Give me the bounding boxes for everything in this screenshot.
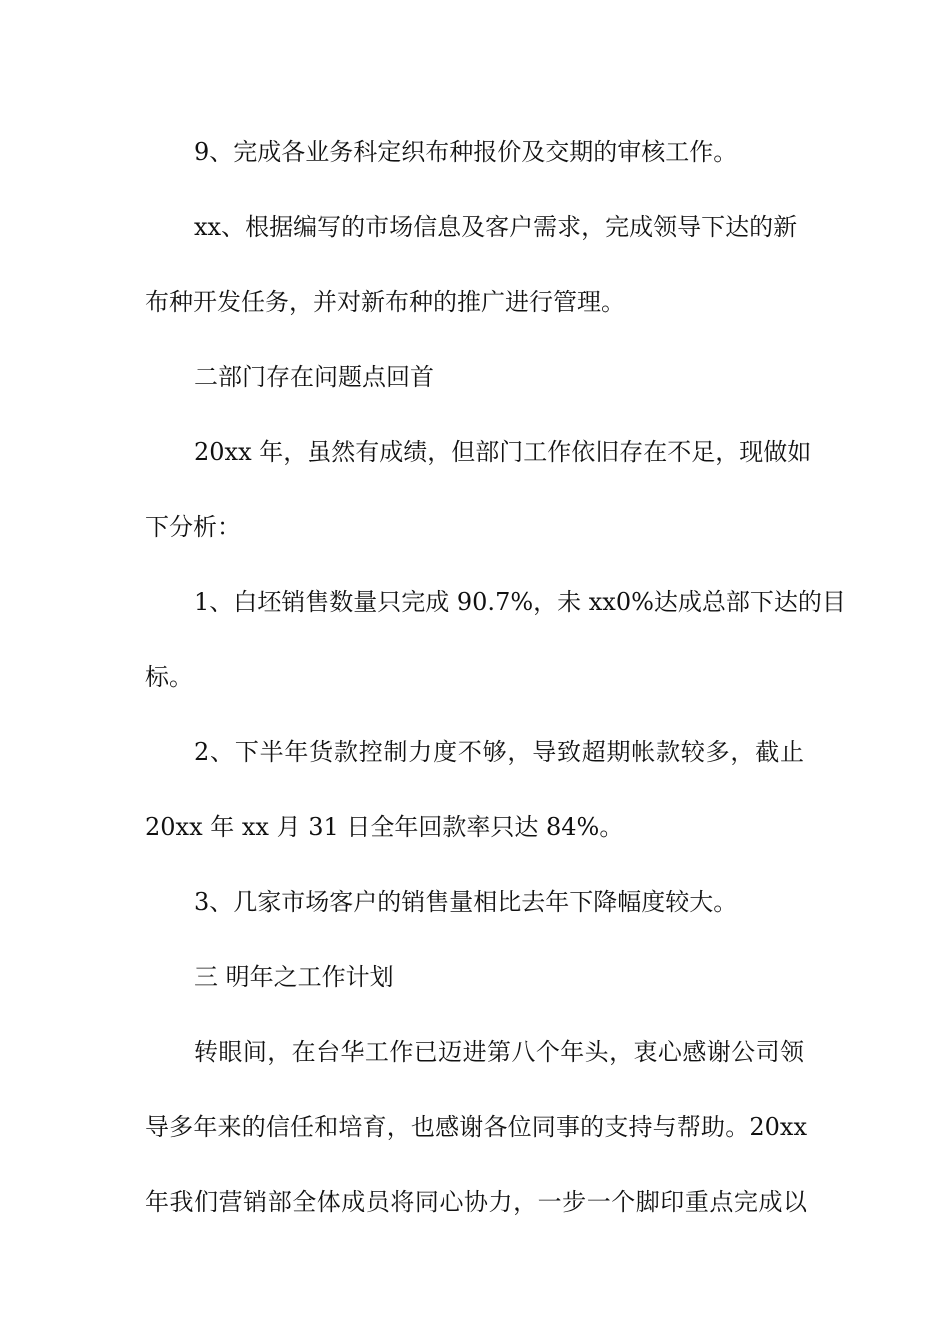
text-line: 9、完成各业务科定织布种报价及交期的审核工作。 (194, 138, 738, 166)
section-heading: 三 明年之工作计划 (194, 963, 394, 991)
text-line: 3、几家市场客户的销售量相比去年下降幅度较大。 (194, 888, 738, 916)
text-line: 2、下半年货款控制力度不够，导致超期帐款较多，截止 (194, 738, 804, 766)
text-line: 布种开发任务，并对新布种的推广进行管理。 (145, 288, 625, 316)
text-line: 标。 (145, 663, 193, 691)
section-heading: 二部门存在问题点回首 (194, 363, 434, 391)
text-line: 转眼间，在台华工作已迈进第八个年头，衷心感谢公司领 (194, 1038, 804, 1066)
text-line: 下分析： (145, 513, 241, 541)
text-line: 20xx 年 xx 月 31 日全年回款率只达 84%。 (145, 813, 624, 841)
text-line: 年我们营销部全体成员将同心协力，一步一个脚印重点完成以 (145, 1188, 807, 1216)
text-line: 导多年来的信任和培育，也感谢各位同事的支持与帮助。20xx (145, 1113, 807, 1141)
text-line: 1、白坯销售数量只完成 90.7%，未 xx0%达成总部下达的目 (194, 588, 846, 616)
text-line: xx、根据编写的市场信息及客户需求，完成领导下达的新 (194, 213, 798, 241)
text-line: 20xx 年，虽然有成绩，但部门工作依旧存在不足，现做如 (194, 438, 812, 466)
